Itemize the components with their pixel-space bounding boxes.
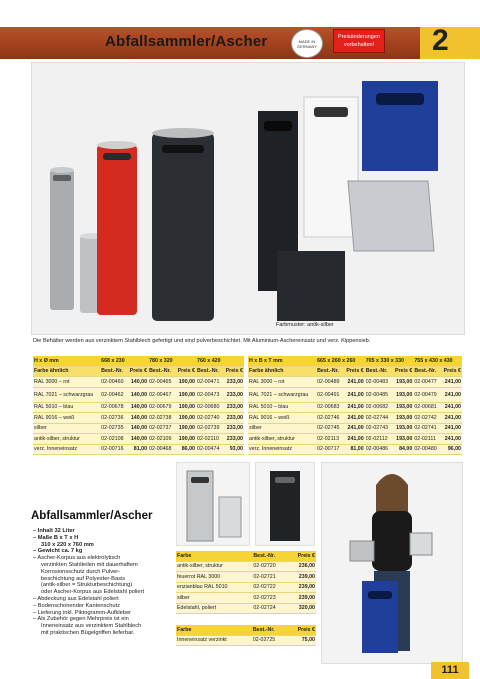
cell: 02-00681	[413, 402, 440, 413]
cell: RAL 7021 – schwarzgrau	[33, 387, 100, 402]
cell: 02-00678	[100, 402, 127, 413]
cell: 02-02741	[413, 423, 440, 434]
table-square-bins	[248, 356, 462, 455]
cell: Edelstahl, poliert	[176, 603, 252, 614]
table-row	[248, 402, 462, 413]
inner-insert-icon	[348, 181, 434, 251]
cell: 241,00	[440, 387, 462, 402]
cell: 190,00	[175, 402, 196, 413]
spec-line: oder Ascher-Korpus aus Edelstahl poliert	[41, 589, 145, 596]
cell: 02-02736	[100, 413, 127, 424]
round-bin-red-icon	[97, 141, 137, 315]
cell: 241,00	[440, 423, 462, 434]
bin-photo-steel	[176, 462, 250, 546]
cell: 241,00	[440, 434, 462, 445]
table-row	[176, 603, 316, 614]
cell: 02-02739	[196, 423, 223, 434]
product-specs	[33, 528, 173, 637]
cell: 02-02113	[316, 434, 343, 445]
cell: RAL 5010 – blau	[248, 402, 316, 413]
cell: RAL 9016 – weiß	[248, 413, 316, 424]
dim-label: H x B x T mm	[248, 356, 316, 366]
product-photo-panel	[31, 62, 465, 335]
spec-line: – Abdeckung aus Edelstahl poliert	[33, 595, 119, 602]
column-header: Preis €	[175, 366, 196, 377]
cell: 241,00	[343, 387, 365, 402]
cell: 140,00	[127, 413, 148, 424]
color-swatch	[277, 251, 345, 321]
spec-line: mit praktischen Bügelgriffen lieferbar.	[41, 629, 135, 636]
spec-line: Korrosionsschutz durch Pulver-	[41, 568, 121, 575]
table-accessory	[176, 625, 316, 646]
cell: 81,00	[343, 444, 365, 455]
cell: 02-00462	[100, 387, 127, 402]
cell: 239,00	[288, 572, 316, 583]
column-header: Best.-Nr.	[148, 366, 175, 377]
made-in-germany-badge: MADE IN GERMANY	[291, 29, 323, 58]
column-header: Farbe ähnlich	[248, 366, 316, 377]
cell: 190,00	[175, 434, 196, 445]
cell: 140,00	[127, 402, 148, 413]
cell: 02-00468	[148, 444, 175, 455]
cell: 241,00	[343, 423, 365, 434]
cell: 241,00	[440, 402, 462, 413]
size-header: 780 x 320	[148, 356, 196, 366]
cell: 239,00	[288, 582, 316, 593]
cell: 02-02735	[100, 423, 127, 434]
cell: 02-00467	[148, 387, 175, 402]
cell: 140,00	[127, 387, 148, 402]
table-row	[33, 387, 244, 402]
column-header: Best.-Nr.	[413, 366, 440, 377]
size-header: 668 x 230	[100, 356, 148, 366]
cell: 241,00	[343, 434, 365, 445]
cell: 241,00	[343, 377, 365, 388]
column-header: Preis €	[288, 551, 316, 561]
cell: 02-00717	[316, 444, 343, 455]
chapter-tab	[420, 24, 480, 59]
cell: 233,00	[223, 402, 244, 413]
steel-bin-icon	[177, 463, 249, 545]
cell: 02-00491	[316, 387, 343, 402]
column-header: Preis €	[127, 366, 148, 377]
chapter-number: 2	[432, 24, 449, 57]
cell: 81,00	[127, 444, 148, 455]
bin-photo-black	[255, 462, 315, 546]
cell: 241,00	[343, 413, 365, 424]
square-bin-blue-icon	[362, 81, 438, 171]
page-title: Abfallsammler/Ascher	[105, 33, 268, 50]
cell: 02-02108	[100, 434, 127, 445]
column-header: Preis €	[223, 366, 244, 377]
cell: 02-02738	[148, 413, 175, 424]
cell: 02-02742	[413, 413, 440, 424]
cell: 02-02111	[413, 434, 440, 445]
table-row	[248, 413, 462, 424]
size-header: 760 x 420	[196, 356, 244, 366]
size-header: 755 x 430 x 430	[413, 356, 462, 366]
cell: 02-00716	[100, 444, 127, 455]
cell: enzianblau RAL 5010	[176, 582, 252, 593]
cell: antik-silber, struktur	[248, 434, 316, 445]
table-row	[248, 387, 462, 402]
cell: 84,00	[392, 444, 414, 455]
product-title: Abfallsammler/Ascher	[31, 510, 153, 522]
cell: 02-02110	[196, 434, 223, 445]
table-row	[176, 593, 316, 604]
square-bin-white-icon	[304, 97, 358, 237]
cell: 02-00486	[365, 444, 392, 455]
cell: silber	[248, 423, 316, 434]
spec-line: – Lieferung inkl. Piktogramm-Aufkleber	[33, 609, 131, 616]
cell: 02-02737	[148, 423, 175, 434]
cell: 193,00	[392, 402, 414, 413]
spec-line: – Inhalt 32 Liter	[33, 528, 75, 534]
cell: 241,00	[343, 402, 365, 413]
table-row	[176, 635, 316, 646]
round-bin-silver-icon	[50, 167, 74, 310]
column-header: Preis €	[343, 366, 365, 377]
cell: antik-silber, struktur	[33, 434, 100, 445]
round-bin-black-icon	[152, 128, 214, 321]
column-header: Farbe ähnlich	[33, 366, 100, 377]
person-with-bin-photo	[321, 462, 463, 664]
cell: 02-02740	[196, 413, 223, 424]
spec-line: – Ascher-Korpus aus elektrolytisch	[33, 555, 121, 562]
spec-line: 310 x 220 x 760 mm	[41, 541, 94, 548]
cell: RAL 7021 – schwarzgrau	[248, 387, 316, 402]
column-header: Preis €	[440, 366, 462, 377]
table-row	[176, 582, 316, 593]
cell: 02-00480	[413, 444, 440, 455]
column-header: Farbe	[176, 551, 252, 561]
table-row	[248, 423, 462, 434]
cell: 193,00	[392, 434, 414, 445]
spec-line: Inneneinsatz aus verzinktem Stahlblech	[41, 623, 142, 630]
cell: 193,00	[392, 423, 414, 434]
cell: 02-00473	[196, 387, 223, 402]
column-header: Preis €	[288, 625, 316, 635]
cell: 02-00483	[365, 377, 392, 388]
cell: RAL 3000 – rot	[33, 377, 100, 388]
cell: silber	[33, 423, 100, 434]
cell: 02-02746	[316, 413, 343, 424]
cell: 02-00479	[413, 387, 440, 402]
cell: 02-02745	[316, 423, 343, 434]
cell: verz. Inneneinsatz	[33, 444, 100, 455]
cell: 02-00679	[148, 402, 175, 413]
cell: 02-00683	[316, 402, 343, 413]
person-photo-icon	[322, 463, 462, 663]
cell: 193,00	[392, 413, 414, 424]
column-header: Farbe	[176, 625, 252, 635]
cell: 02-02721	[252, 572, 287, 583]
cell: 190,00	[175, 423, 196, 434]
cell: silber	[176, 593, 252, 604]
cell: RAL 5010 – blau	[33, 402, 100, 413]
cell: 190,00	[175, 387, 196, 402]
cell: 02-00465	[148, 377, 175, 388]
cell: 233,00	[223, 423, 244, 434]
cell: 236,00	[288, 561, 316, 572]
size-header: 665 x 260 x 260	[316, 356, 365, 366]
column-header: Best.-Nr.	[252, 625, 288, 635]
cell: 140,00	[127, 423, 148, 434]
table-row	[176, 572, 316, 583]
spec-line: (antik-silber = Strukturbeschichtung)	[41, 582, 133, 589]
cell: 140,00	[127, 434, 148, 445]
cell: 02-02112	[365, 434, 392, 445]
cell: 02-00489	[316, 377, 343, 388]
table-row	[33, 377, 244, 388]
cell: 239,00	[288, 593, 316, 604]
cell: 233,00	[223, 434, 244, 445]
column-header: Best.-Nr.	[316, 366, 343, 377]
cell: verz. Inneneinsatz	[248, 444, 316, 455]
table-row	[176, 561, 316, 572]
table-row	[33, 444, 244, 455]
table-product-colors	[176, 551, 316, 614]
swatch-label: Farbmuster: antik-silber	[276, 322, 334, 328]
cell: 02-00460	[100, 377, 127, 388]
cell: RAL 3000 – rot	[248, 377, 316, 388]
black-bin-icon	[256, 463, 314, 545]
spec-line: beschichtung auf Polyester-Basis	[41, 575, 126, 582]
cell: 02-02725	[252, 635, 288, 646]
cell: 190,00	[175, 377, 196, 388]
table-row	[33, 413, 244, 424]
size-header: 705 x 330 x 330	[365, 356, 414, 366]
cell: 140,00	[127, 377, 148, 388]
cell: 233,00	[223, 377, 244, 388]
dim-label: H x Ø mm	[33, 356, 100, 366]
cell: 233,00	[223, 387, 244, 402]
cell: 320,00	[288, 603, 316, 614]
cell: 96,00	[440, 444, 462, 455]
column-header: Best.-Nr.	[196, 366, 223, 377]
column-header: Best.-Nr.	[365, 366, 392, 377]
cell: 02-00682	[365, 402, 392, 413]
table-row	[33, 434, 244, 445]
cell: Inneneinsatz verzinkt	[176, 635, 252, 646]
table-round-bins	[33, 356, 244, 455]
spec-line: – Maße B x T x H	[33, 534, 79, 541]
table-row	[33, 423, 244, 434]
cell: RAL 9016 – weiß	[33, 413, 100, 424]
cell: 02-02109	[148, 434, 175, 445]
cell: 02-00471	[196, 377, 223, 388]
cell: 190,00	[175, 413, 196, 424]
table-row	[33, 402, 244, 413]
page-header	[0, 24, 480, 59]
page-number: 111	[431, 662, 469, 679]
cell: 93,00	[223, 444, 244, 455]
spec-line: – Als Zubehör gegen Mehrpreis ist ein	[33, 616, 129, 623]
column-header: Preis €	[392, 366, 414, 377]
cell: feuerrot RAL 3000	[176, 572, 252, 583]
cell: 241,00	[440, 413, 462, 424]
cell: 02-02722	[252, 582, 287, 593]
cell: 02-00477	[413, 377, 440, 388]
cell: antik-silber, struktur	[176, 561, 252, 572]
cell: 75,00	[288, 635, 316, 646]
cell: 02-02724	[252, 603, 287, 614]
cell: 241,00	[440, 377, 462, 388]
table-row	[248, 434, 462, 445]
cell: 233,00	[223, 413, 244, 424]
cell: 02-00474	[196, 444, 223, 455]
product-photo	[32, 63, 464, 334]
spec-line: verzinkten Stahlteilen mit dauerhaftem	[41, 561, 138, 568]
cell: 02-00485	[365, 387, 392, 402]
table-row	[248, 377, 462, 388]
spec-line: – Bodenschonender Kantenschutz	[33, 602, 120, 609]
column-header: Best.-Nr.	[100, 366, 127, 377]
cell: 02-02720	[252, 561, 287, 572]
cell: 193,00	[392, 387, 414, 402]
table-row	[248, 444, 462, 455]
price-change-note: Preisänderungen vorbehalten!	[333, 29, 385, 53]
column-header: Best.-Nr.	[252, 551, 287, 561]
photo-caption: Die Behälter werden aus verzinktem Stahlblech gefertigt und sind pulverbeschichtet. Mit Aluminium-Aschereinsatz und verz. Kippensieb.	[33, 338, 371, 344]
cell: 02-02743	[365, 423, 392, 434]
cell: 193,00	[392, 377, 414, 388]
cell: 02-02723	[252, 593, 287, 604]
cell: 02-02744	[365, 413, 392, 424]
cell: 86,00	[175, 444, 196, 455]
cell: 02-00680	[196, 402, 223, 413]
spec-line: – Gewicht ca. 7 kg	[33, 548, 83, 555]
